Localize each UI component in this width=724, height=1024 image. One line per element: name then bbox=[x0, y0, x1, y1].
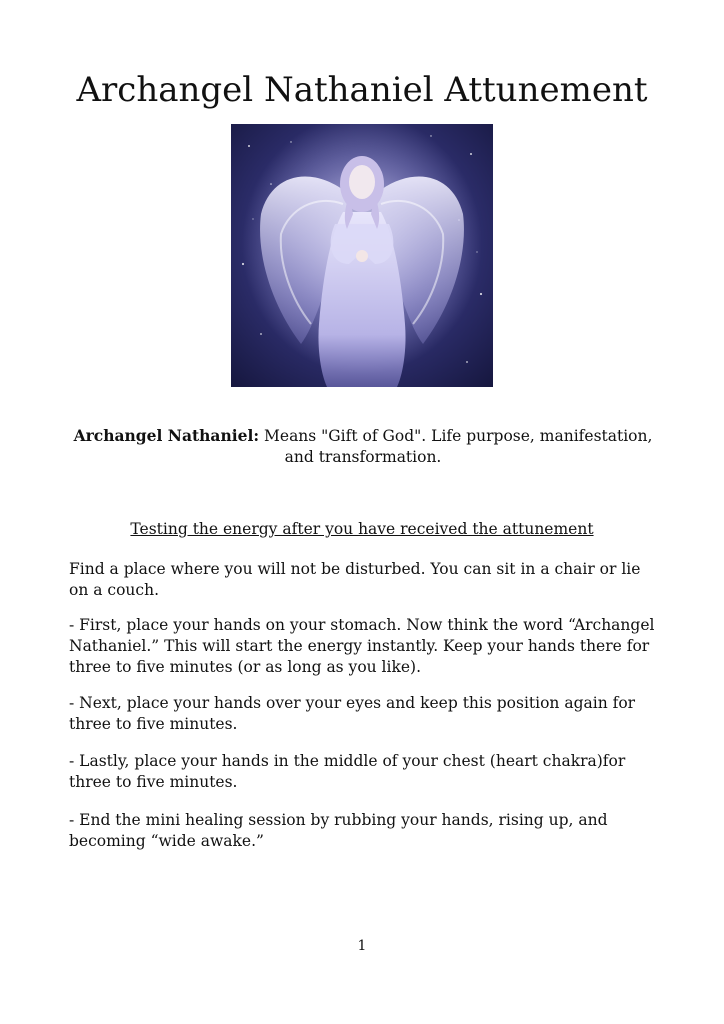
archangel-name-label: Archangel Nathaniel: bbox=[73, 426, 260, 445]
instruction-paragraph: Find a place where you will not be disturbed. You can sit in a chair or lie on a couch. bbox=[69, 560, 641, 599]
archangel-meaning-text: Means "Gift of God". Life purpose, manifestation, and transformation. bbox=[259, 427, 653, 466]
instruction-step-first: - First, place your hands on your stomach. Now think the word “Archangel Nathaniel.” This will start the energy instantly. Keep your hands there for three to five minutes (or as long as you like). bbox=[69, 616, 655, 676]
instruction-step-end: - End the mini healing session by rubbing your hands, rising up, and becoming “wide awake.” bbox=[69, 811, 608, 850]
page-number: 1 bbox=[357, 938, 367, 954]
angel-image bbox=[231, 124, 493, 387]
instruction-step-lastly: - Lastly, place your hands in the middle of your chest (heart chakra)for three to five minutes. bbox=[69, 752, 626, 791]
instruction-step-next: - Next, place your hands over your eyes and keep this position again for three to five minutes. bbox=[69, 694, 636, 733]
archangel-description bbox=[70, 425, 656, 468]
section-heading: Testing the energy after you have received the attunement bbox=[130, 520, 594, 538]
angel-illustration bbox=[231, 124, 493, 387]
page-title: Archangel Nathaniel Attunement bbox=[76, 70, 648, 110]
